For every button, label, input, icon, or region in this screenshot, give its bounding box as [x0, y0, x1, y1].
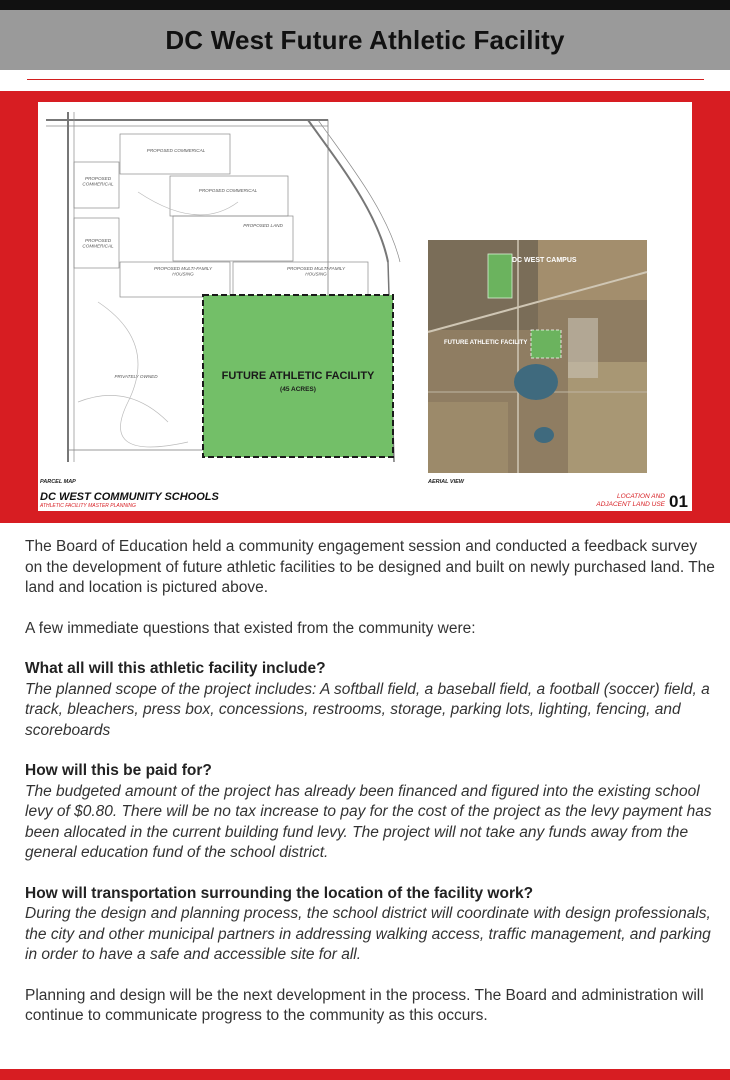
- parcel-map-caption: PARCEL MAP: [40, 479, 76, 485]
- top-black-bar: [0, 0, 730, 10]
- label-commercial-top: PROPOSED COMMERICAL: [146, 148, 206, 153]
- question: How will transportation surrounding the location of the facility work?: [25, 884, 534, 902]
- site-plan-board: [38, 102, 692, 511]
- closing-paragraph: Planning and design will be the next development in the process. The Board and administration will continue to communicate progress to the community as this occurs.: [25, 986, 704, 1024]
- facility-label: FUTURE ATHLETIC FACILITY: [221, 370, 375, 382]
- answer: The planned scope of the project includes: A softball field, a baseball field, a football (soccer) field, a track, bleachers, press box, concessions, restrooms, storage, parking lots, lighting, fencing, and scoreboards: [25, 680, 710, 739]
- question: What all will this athletic facility include?: [25, 660, 326, 677]
- label-housing-right: PROPOSED MULTI-FAMILY HOUSING: [286, 266, 346, 277]
- org-name: DC WEST COMMUNITY SCHOOLS: [40, 491, 219, 503]
- page-title: DC West Future Athletic Facility: [165, 24, 565, 55]
- article-body: [25, 537, 715, 1047]
- label-commercial-left2: PROPOSED COMMERICAL: [82, 238, 114, 249]
- label-privately-owned: PRIVATELY OWNED: [114, 374, 158, 379]
- lead-paragraph: A few immediate questions that existed from the community were:: [25, 619, 476, 637]
- site-plan-graphic: [38, 102, 692, 511]
- label-commercial-mid: PROPOSED COMMERICAL: [198, 188, 258, 193]
- aerial-view: [428, 240, 647, 473]
- sheet-title-1: LOCATION AND: [616, 493, 665, 500]
- sheet-title-2: ADJACENT LAND USE: [596, 501, 665, 508]
- label-proposed-land: PROPOSED LAND: [243, 223, 283, 228]
- answer: During the design and planning process, the school district will coordinate with design professionals, the city and other municipal partners in addressing walking access, traffic management, and parking in order to have a safe and accessible site for all.: [25, 905, 711, 963]
- intro-paragraph: The Board of Education held a community engagement session and conducted a feedback survey on the development of future athletic facilities to be designed and built on newly purchased land. The land and location is pictured above.: [25, 538, 715, 596]
- aerial-caption: AERIAL VIEW: [428, 479, 464, 485]
- bottom-red-bar: [0, 1069, 730, 1080]
- aerial-campus-label: DC WEST CAMPUS: [512, 257, 577, 264]
- sheet-number: 01: [669, 492, 688, 511]
- qa-item: [25, 884, 715, 966]
- label-housing-left: PROPOSED MULTI-FAMILY HOUSING: [153, 266, 213, 277]
- title-bar: [0, 10, 730, 70]
- title-divider: [27, 79, 704, 80]
- aerial-facility-label: FUTURE ATHLETIC FACILITY: [444, 340, 528, 346]
- qa-item: [25, 761, 715, 864]
- qa-item: [25, 659, 715, 741]
- question: How will this be paid for?: [25, 762, 212, 779]
- org-subtitle: ATHLETIC FACILITY MASTER PLANNING: [40, 503, 136, 509]
- facility-parcel: [203, 295, 393, 457]
- label-commercial-left1: PROPOSED COMMERICAL: [82, 176, 114, 187]
- facility-acres: (45 ACRES): [280, 386, 316, 393]
- answer: The budgeted amount of the project has already been financed and figured into the existing school levy of $0.80. There will be no tax increase to pay for the cost of the project as the levy payment has been allocated in the current building fund levy. The project will not take any funds away from the general education fund of the school district.: [25, 782, 712, 861]
